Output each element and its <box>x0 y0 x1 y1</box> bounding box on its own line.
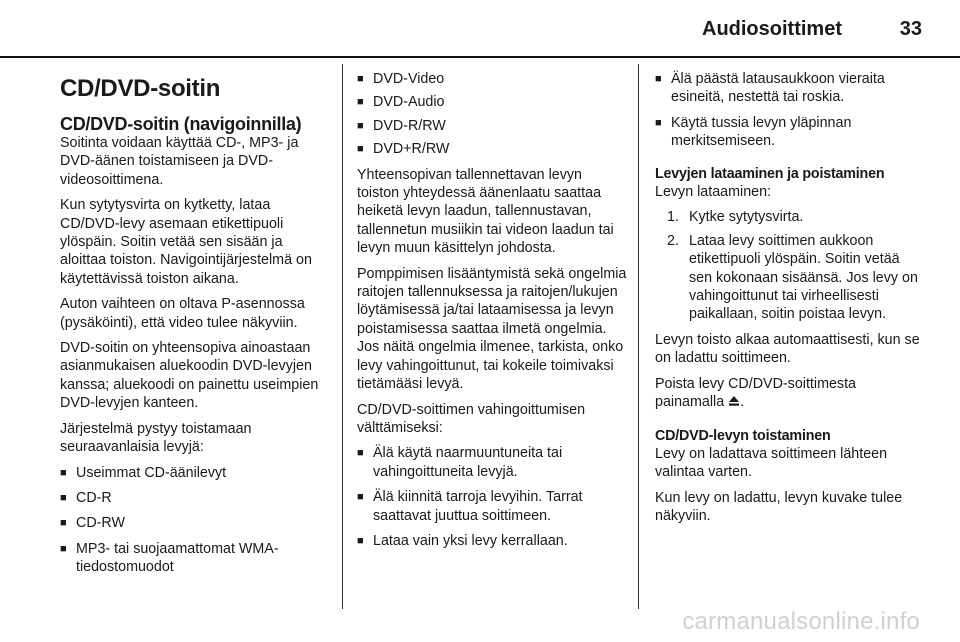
playing-heading: CD/DVD-levyn toistaminen <box>655 427 831 444</box>
warning-list-continued <box>655 70 921 151</box>
step-text: Kytke sytytysvirta. <box>689 209 804 226</box>
loading-steps <box>655 208 921 323</box>
step-number: 1. <box>667 209 679 226</box>
paragraph: Pomppimisen lisääntymistä sekä ongelmia raitojen tallennuksessa ja raitojen/lukujen löytämisessä ja/tai lataamisessa ja levyn poistamisessa saattaa ilmetä ongelmia. Jos näitä ongelmia ilmenee, tarkista, onko levy vahingoittunut, tai kokeile toimivaksi tietämääsi levyä. <box>357 265 627 393</box>
loading-intro: Levyn lataaminen: <box>655 184 772 201</box>
chapter-title: Audiosoittimet <box>702 18 842 40</box>
auto-play-paragraph: Levyn toisto alkaa automaattisesti, kun se on ladattu soittimeen. <box>655 331 920 367</box>
step-item <box>655 232 921 324</box>
column-3 <box>655 70 921 533</box>
column-2 <box>357 70 627 557</box>
page-number: 33 <box>899 18 922 40</box>
paragraph: Kun sytytysvirta on kytketty, lataa CD/DVD-levy asemaan etikettipuoli ylöspäin. Soitin vetää sen sisään ja aloittaa toiston. Navigointijärjestelmä on käytettävissä toiston aikana. <box>60 197 312 287</box>
section-title: CD/DVD-soitin <box>60 75 221 102</box>
paragraph: Järjestelmä pystyy toistamaan seuraavanlaisia levyjä: <box>60 420 252 456</box>
list-item: ■ DVD-Video <box>357 70 627 88</box>
step-item <box>655 208 921 226</box>
column-divider-1 <box>342 64 343 609</box>
list-item: ■ Käytä tussia levyn yläpinnan merkitsemiseen. <box>655 114 921 151</box>
watermark: carmanualsonline.info <box>682 608 920 635</box>
disc-type-list <box>60 464 332 577</box>
page-header <box>0 0 960 52</box>
eject-icon <box>728 394 740 412</box>
list-item: ■ Lataa vain yksi levy kerrallaan. <box>357 532 627 550</box>
list-item: ■ DVD-Audio <box>357 93 627 111</box>
paragraph: Levy on ladattava soittimeen lähteen valintaa varten. <box>655 445 888 481</box>
eject-text: Poista levy CD/DVD-soittimesta painamalla <box>655 375 857 411</box>
step-number: 2. <box>667 232 679 249</box>
list-item: ■ Useimmat CD-äänilevyt <box>60 464 332 482</box>
list-item: ■ DVD-R/RW <box>357 117 627 135</box>
warning-list <box>357 444 627 550</box>
list-item: ■ Älä käytä naarmuuntuneita tai vahingoittuneita levyjä. <box>357 444 627 481</box>
eject-suffix: . <box>740 394 745 411</box>
disc-type-list-continued <box>357 70 627 159</box>
list-item: ■ Älä päästä latausaukkoon vieraita esineitä, nestettä tai roskia. <box>655 70 921 107</box>
paragraph: Auton vaihteen on oltava P-asennossa (pysäköinti), että video tulee näkyviin. <box>60 296 305 331</box>
paragraph: DVD-soitin on yhteensopiva ainoastaan asianmukaisen aluekoodin DVD-levyjen kanssa; aluekoodi on painettu useimpien DVD-levyjen kanteen. <box>60 340 319 412</box>
paragraph: Kun levy on ladattu, levyn kuvake tulee näkyviin. <box>655 489 903 525</box>
loading-heading: Levyjen lataaminen ja poistaminen <box>655 165 885 182</box>
subsection-title: CD/DVD-soitin (navigoinnilla) <box>60 114 302 134</box>
list-item: ■ MP3- tai suojaamattomat WMA-tiedostomuodot <box>60 540 332 577</box>
step-text: Lataa levy soittimen aukkoon etikettipuoli ylöspäin. Soitin vetää sen kokonaan sisäänsä. Jos levy on vahingoittunut tai virheellisesti paikallaan, soitin poistaa levyn. <box>689 232 918 323</box>
eject-paragraph <box>655 375 921 413</box>
paragraph: CD/DVD-soittimen vahingoittumisen välttämiseksi: <box>357 401 586 436</box>
paragraph: Soitinta voidaan käyttää CD-, MP3- ja DVD-äänen toistamiseen ja DVD-videosoittimena. <box>60 135 299 188</box>
list-item: ■ DVD+R/RW <box>357 140 627 158</box>
paragraph: Yhteensopivan tallennettavan levyn toiston yhteydessä äänenlaatu saattaa heiketä levyn laadun, tallennustavan, tallennetun musiikin tai videon laadun tai levyn muun käsittelyn johdosta. <box>357 166 614 257</box>
list-item: ■ Älä kiinnitä tarroja levyihin. Tarrat saattavat juuttua soittimeen. <box>357 488 627 525</box>
header-rule <box>0 56 960 58</box>
list-item: ■ CD-R <box>60 489 332 507</box>
column-divider-2 <box>638 64 639 609</box>
list-item: ■ CD-RW <box>60 514 332 532</box>
column-1 <box>60 70 332 584</box>
